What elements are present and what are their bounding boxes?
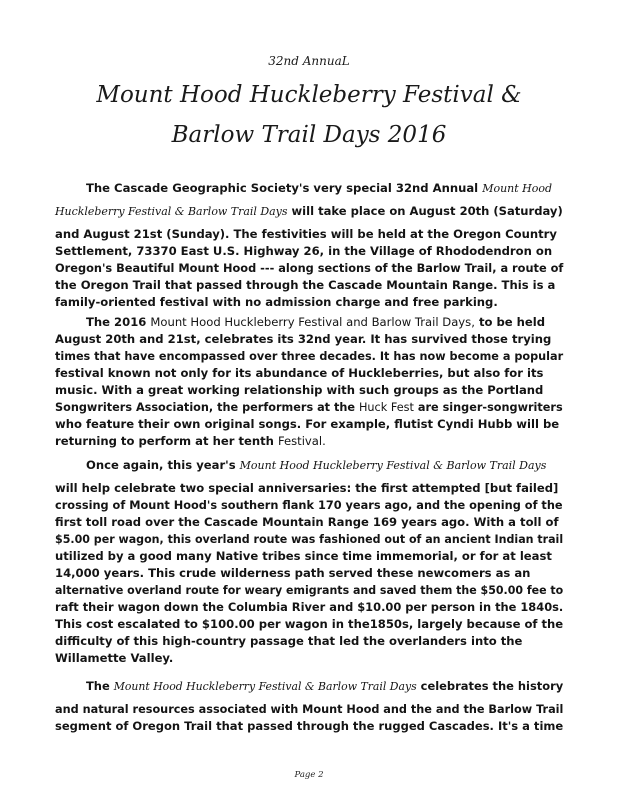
paragraph-line: alternative overland route for weary emigrants and saved them the $50.00 fee to xyxy=(55,583,564,597)
paragraph-line xyxy=(86,180,552,197)
paragraph-line xyxy=(86,457,546,474)
paragraph-line: Willamette Valley. xyxy=(55,651,174,665)
paragraph-line: times that have encompassed over three decades. It has now become a popular xyxy=(55,349,564,363)
paragraph-line: and August 21st (Sunday). The festivities will be held at the Oregon Country xyxy=(55,227,557,241)
paragraph-line: segment of Oregon Trail that passed through the rugged Cascades. It's a time xyxy=(55,719,564,733)
text-run: Mount Hood Huckleberry Festival and Barlow Trail Days, xyxy=(150,315,475,329)
festival-title: Mount Hood Huckleberry Festival & xyxy=(96,82,522,108)
text-run: Once again, this year's xyxy=(86,458,236,472)
text-run: Huckleberry Festival & Barlow Trail Days xyxy=(55,205,288,218)
text-run: The 2016 xyxy=(86,315,147,329)
paragraph-line: 14,000 years. This crude wilderness path served these newcomers as an xyxy=(55,566,531,580)
paragraph-line: crossing of Mount Hood's southern flank 170 years ago, and the opening of the xyxy=(55,498,563,512)
text-run: Huck Fest xyxy=(358,400,414,414)
text-run: Songwriters Association, the performers at the xyxy=(55,400,356,414)
paragraph-line: and natural resources associated with Mount Hood and the and the Barlow Trail xyxy=(55,702,564,716)
text-run: are singer-songwriters xyxy=(417,400,563,414)
paragraph-line: difficulty of this high-country passage that led the overlanders into the xyxy=(55,634,523,648)
text-run: Mount Hood Huckleberry Festival & Barlow Trail Days xyxy=(113,680,417,693)
paragraph-line: utilized by a good many Native tribes since time immemorial, or for at least xyxy=(55,549,552,563)
text-run: Mount Hood Huckleberry Festival & Barlow Trail Days xyxy=(239,459,547,472)
text-run: Festival. xyxy=(277,434,326,448)
paragraph-line: $5.00 per wagon, this overland route was fashioned out of an ancient Indian trail xyxy=(55,532,564,546)
text-run: will take place on August 20th (Saturday) xyxy=(291,204,563,218)
paragraph-line: the Oregon Trail that passed through the Cascade Mountain Range. This is a xyxy=(55,278,556,292)
text-run: returning to perform at her tenth xyxy=(55,434,274,448)
paragraph-line: who feature their own original songs. For example, flutist Cyndi Hubb will be xyxy=(55,417,560,431)
paragraph-line xyxy=(55,433,326,449)
paragraph-line: Oregon's Beautiful Mount Hood --- along sections of the Barlow Trail, a route of xyxy=(55,261,564,275)
page-number: Page 2 xyxy=(294,770,324,780)
paragraph-line: first toll road over the Cascade Mountain Range 169 years ago. With a toll of xyxy=(55,515,559,529)
paragraph-line: family-oriented festival with no admission charge and free parking. xyxy=(55,295,498,309)
text-run: Mount Hood xyxy=(482,182,553,195)
annual-label: 32nd AnnuaL xyxy=(268,54,350,68)
text-run: The xyxy=(86,679,110,693)
paragraph-line: will help celebrate two special anniversaries: the first attempted [but failed] xyxy=(55,481,559,495)
paragraph-line xyxy=(86,678,563,695)
festival-subtitle: Barlow Trail Days 2016 xyxy=(171,122,447,148)
paragraph-line: raft their wagon down the Columbia River and $10.00 per person in the 1840s. xyxy=(55,600,564,614)
paragraph-line: Settlement, 73370 East U.S. Highway 26, in the Village of Rhododendron on xyxy=(55,244,553,258)
text-run: celebrates the history xyxy=(420,679,564,693)
paragraph-line xyxy=(55,399,563,415)
text-run: The Cascade Geographic Society's very special 32nd Annual xyxy=(86,181,479,195)
paragraph-line xyxy=(55,203,563,220)
paragraph-line: music. With a great working relationship with such groups as the Portland xyxy=(55,383,544,397)
text-run: to be held xyxy=(478,315,546,329)
paragraph-line: This cost escalated to $100.00 per wagon in the1850s, largely because of the xyxy=(55,617,564,631)
paragraph-line: festival known not only for its abundance of Huckleberries, but also for its xyxy=(55,366,544,380)
paragraph-line: August 20th and 21st, celebrates its 32nd year. It has survived those trying xyxy=(55,332,552,346)
paragraph-line xyxy=(86,314,545,330)
